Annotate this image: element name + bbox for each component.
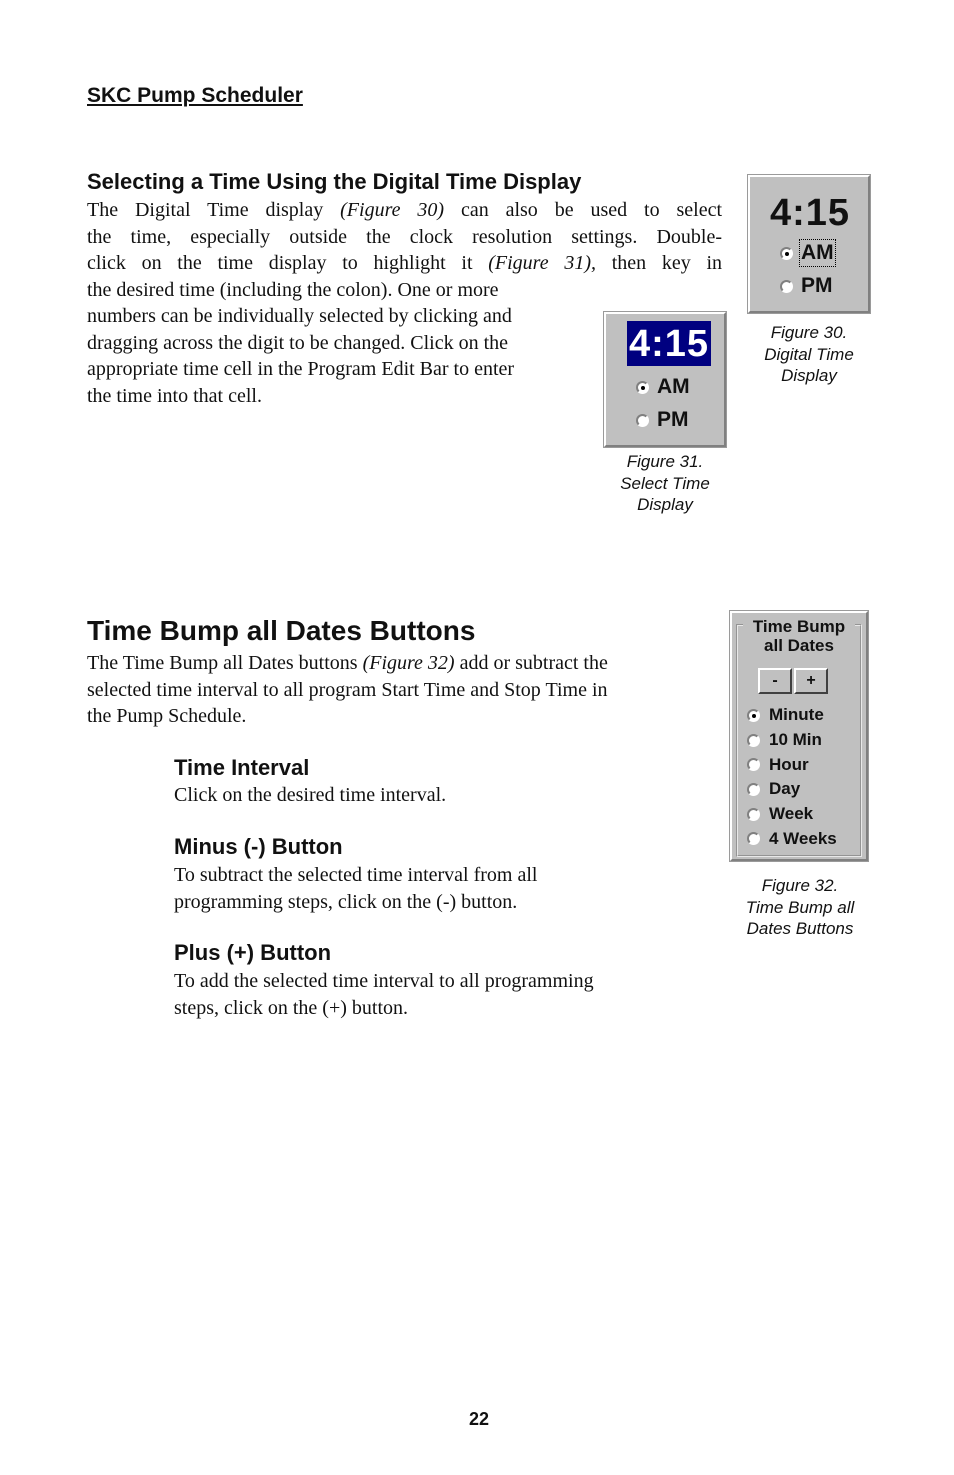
subheading-time-interval: Time Interval xyxy=(174,755,310,780)
pm-radio-option[interactable] xyxy=(636,408,689,432)
radio-unselected-icon xyxy=(747,783,760,796)
figure-30-caption xyxy=(738,322,880,387)
caption-line: Figure 32. xyxy=(761,876,839,895)
text: can also be used to select xyxy=(444,199,722,221)
option-label: 4 Weeks xyxy=(769,828,837,848)
caption-line: Figure 30. xyxy=(770,323,848,342)
body-line: the time, especially outside the clock resolution settings. Double- xyxy=(87,225,722,248)
radio-unselected-icon xyxy=(747,734,760,747)
option-label: Hour xyxy=(769,754,809,774)
figure-32-caption xyxy=(728,875,872,940)
body-line: Click on the desired time interval. xyxy=(174,784,447,806)
caption-line: Dates Buttons xyxy=(746,919,854,938)
figure-31-caption xyxy=(594,451,736,516)
body-line: the Pump Schedule. xyxy=(87,705,247,727)
subsection-body-time-interval xyxy=(174,782,694,809)
figure-reference: (Figure 30) xyxy=(340,199,445,221)
caption-line: Display xyxy=(637,495,693,514)
body-line: the desired time (including the colon). One or more xyxy=(87,278,499,301)
subsection-body-minus-button xyxy=(174,862,694,915)
radio-unselected-icon xyxy=(780,280,793,293)
radio-selected-icon xyxy=(747,709,760,722)
option-label: Day xyxy=(769,779,801,799)
figure-reference: (Figure 32) xyxy=(362,652,455,674)
interval-option-10-min[interactable] xyxy=(747,728,837,753)
body-line: numbers can be individually selected by clicking and xyxy=(87,305,512,327)
group-title-line: all Dates xyxy=(764,636,834,655)
body-line: dragging across the digit to be changed. Click on the xyxy=(87,331,509,354)
caption-line: Digital Time xyxy=(764,344,854,364)
group-title-line: Time Bump xyxy=(752,617,846,636)
subheading-minus-button: Minus (-) Button xyxy=(174,834,343,859)
figure-reference: (Figure 31), xyxy=(488,252,596,274)
am-radio-option[interactable] xyxy=(636,375,690,399)
radio-unselected-icon xyxy=(747,808,760,821)
section-heading-time-bump: Time Bump all Dates Buttons xyxy=(87,615,476,646)
am-radio-option[interactable] xyxy=(780,241,834,265)
page-number: 22 xyxy=(468,1409,490,1429)
interval-option-4-weeks[interactable] xyxy=(747,826,837,851)
figure-30-digital-time-widget xyxy=(748,175,870,313)
radio-selected-icon xyxy=(780,247,793,260)
pm-label: PM xyxy=(801,274,833,297)
am-label: AM xyxy=(801,241,834,264)
body-line: To add the selected time interval to all programming xyxy=(174,970,594,992)
caption-line: Time Bump all xyxy=(745,897,855,917)
text: add or subtract the xyxy=(454,652,608,674)
radio-selected-icon xyxy=(636,381,649,394)
radio-unselected-icon xyxy=(747,758,760,771)
option-label: 10 Min xyxy=(769,730,822,750)
figure-31-select-time-widget xyxy=(604,312,726,447)
text: The Time Bump all Dates buttons xyxy=(87,652,363,674)
text: click on the time display to highlight it xyxy=(87,252,489,274)
body-line xyxy=(87,197,722,224)
bump-button-pair xyxy=(758,668,828,694)
minus-button[interactable]: - xyxy=(758,668,792,694)
option-label: Minute xyxy=(769,705,824,725)
group-title xyxy=(743,617,855,655)
body-line: appropriate time cell in the Program Edit Bar to enter xyxy=(87,358,515,380)
interval-option-week[interactable] xyxy=(747,802,837,827)
caption-line: Figure 31. xyxy=(626,452,704,471)
body-line: To subtract the selected time interval from all xyxy=(174,864,538,886)
body-line: the time into that cell. xyxy=(87,384,262,407)
body-line: selected time interval to all program Start Time and Stop Time in xyxy=(87,678,608,701)
pm-radio-option[interactable] xyxy=(780,274,833,298)
figure-32-time-bump-widget xyxy=(730,611,868,861)
body-line xyxy=(87,650,707,677)
radio-unselected-icon xyxy=(636,414,649,427)
interval-radio-group xyxy=(747,703,837,851)
subsection-body-plus-button xyxy=(174,968,714,1021)
am-label: AM xyxy=(657,375,690,398)
interval-option-hour[interactable] xyxy=(747,752,837,777)
time-display-highlighted[interactable]: 4:15 xyxy=(629,323,710,365)
option-label: Week xyxy=(769,804,814,824)
pm-label: PM xyxy=(657,408,689,431)
body-line xyxy=(87,250,722,277)
interval-option-minute[interactable] xyxy=(747,703,837,728)
subheading-plus-button: Plus (+) Button xyxy=(174,940,332,965)
body-line: programming steps, click on the (-) button. xyxy=(174,890,518,913)
text: The Digital Time display xyxy=(87,199,341,221)
interval-option-day[interactable] xyxy=(747,777,837,802)
section-heading-digital-time: Selecting a Time Using the Digital Time Display xyxy=(87,169,582,194)
caption-line: Display xyxy=(781,366,837,385)
running-header: SKC Pump Scheduler xyxy=(87,84,303,107)
body-line: steps, click on the (+) button. xyxy=(174,996,409,1019)
caption-line: Select Time xyxy=(620,473,710,493)
time-display[interactable]: 4:15 xyxy=(770,192,851,234)
radio-unselected-icon xyxy=(747,832,760,845)
section-body-time-bump xyxy=(87,650,707,730)
text: then key in xyxy=(595,252,722,274)
plus-button[interactable]: + xyxy=(794,668,828,694)
